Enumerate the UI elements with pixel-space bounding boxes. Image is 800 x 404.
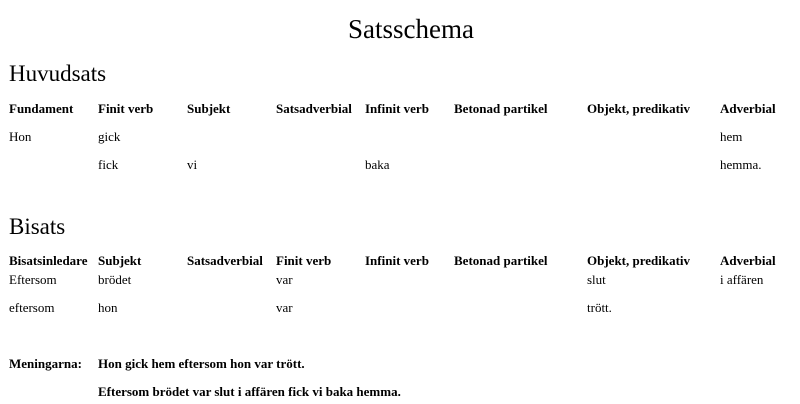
cell-infinit-verb: baka (365, 157, 390, 172)
col-header-bisatsinledare: Bisatsinledare (9, 253, 88, 268)
cell-fundament: Hon (9, 129, 32, 144)
cell-objekt-predikativ: trött. (587, 300, 612, 315)
col-header-satsadverbial: Satsadverbial (276, 101, 352, 116)
sentence-1: Hon gick hem eftersom hon var trött. (98, 356, 305, 371)
col-header-fundament: Fundament (9, 101, 74, 116)
cell-subjekt: hon (98, 300, 118, 315)
cell-adverbial: hem (720, 129, 743, 144)
bisats-heading: Bisats (9, 214, 66, 239)
cell-adverbial: i affären (720, 272, 764, 287)
col-header-satsadverbial: Satsadverbial (187, 253, 263, 268)
cell-subjekt: vi (187, 157, 198, 172)
cell-finit-verb: var (276, 300, 293, 315)
page-title: Satsschema (348, 14, 474, 44)
cell-subjekt: brödet (98, 272, 132, 287)
cell-objekt-predikativ: slut (587, 272, 606, 287)
col-header-finit-verb: Finit verb (276, 253, 332, 268)
col-header-objekt-predikativ: Objekt, predikativ (587, 253, 691, 268)
cell-bisatsinledare: Eftersom (9, 272, 57, 287)
cell-finit-verb: var (276, 272, 293, 287)
col-header-finit-verb: Finit verb (98, 101, 154, 116)
cell-adverbial: hemma. (720, 157, 762, 172)
col-header-adverbial: Adverbial (720, 253, 776, 268)
meningarna-label: Meningarna: (9, 356, 82, 371)
cell-finit-verb: gick (98, 129, 121, 144)
col-header-objekt-predikativ: Objekt, predikativ (587, 101, 691, 116)
cell-finit-verb: fick (98, 157, 119, 172)
col-header-subjekt: Subjekt (187, 101, 231, 116)
cell-bisatsinledare: eftersom (9, 300, 55, 315)
sentence-2: Eftersom brödet var slut i affären fick vi baka hemma. (98, 384, 401, 399)
col-header-subjekt: Subjekt (98, 253, 142, 268)
col-header-betonad-partikel: Betonad partikel (454, 101, 548, 116)
col-header-adverbial: Adverbial (720, 101, 776, 116)
col-header-infinit-verb: Infinit verb (365, 253, 429, 268)
huvudsats-heading: Huvudsats (9, 61, 107, 86)
col-header-betonad-partikel: Betonad partikel (454, 253, 548, 268)
col-header-infinit-verb: Infinit verb (365, 101, 429, 116)
